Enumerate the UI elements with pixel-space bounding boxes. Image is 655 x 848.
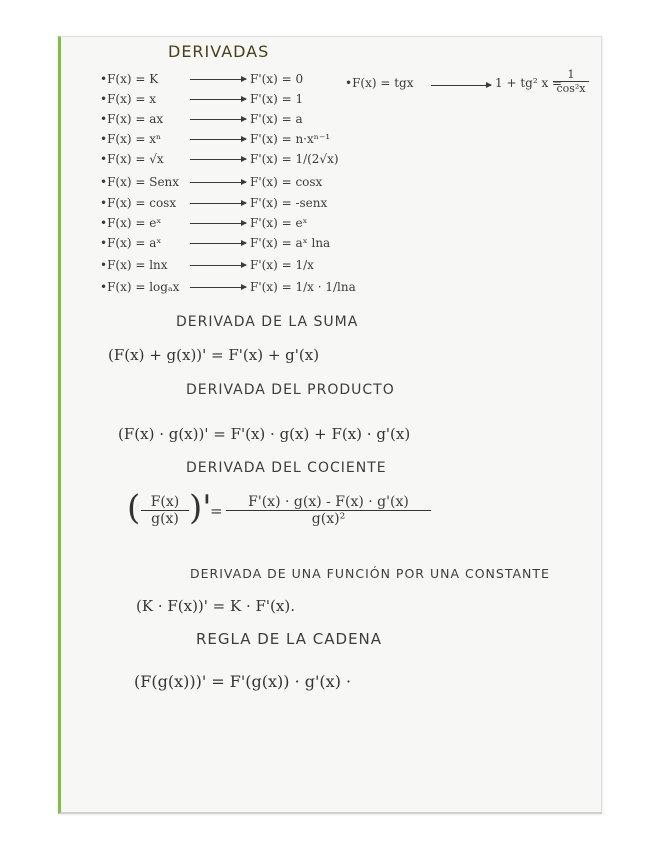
side-rule-fraction	[553, 68, 589, 95]
heading-constante: DERIVADA DE UNA FUNCIÓN POR UNA CONSTANTE	[190, 566, 550, 581]
arrow-icon	[190, 287, 246, 288]
rule-function: •F(x) = cosx	[100, 196, 177, 210]
rule-derivative: F'(x) = 1/x · 1/lna	[250, 280, 356, 294]
rule-derivative: F'(x) = n·xⁿ⁻¹	[250, 132, 331, 146]
rule-derivative: F'(x) = cosx	[250, 175, 323, 189]
rule-function: •F(x) = ax	[100, 112, 164, 126]
rule-derivative: F'(x) = 1/x	[250, 258, 314, 272]
rule-derivative: F'(x) = -senx	[250, 196, 328, 210]
rule-function: •F(x) = √x	[100, 152, 164, 166]
side-rule-rhs: 1 + tg² x =	[495, 76, 563, 90]
arrow-icon	[190, 159, 246, 160]
rule-function: •F(x) = x	[100, 92, 156, 106]
rule-derivative: F'(x) = 0	[250, 72, 304, 86]
arrow-icon	[190, 182, 246, 183]
heading-producto: DERIVADA DEL PRODUCTO	[186, 382, 395, 398]
rule-function: •F(x) = K	[100, 72, 159, 86]
fraction-denominator: cos²x	[556, 82, 586, 95]
arrow-icon	[431, 85, 491, 86]
arrow-icon	[190, 79, 246, 80]
arrow-icon	[190, 243, 246, 244]
side-rule-lhs: •F(x) = tgx	[345, 76, 414, 90]
formula-producto: (F(x) · g(x))' = F'(x) · g(x) + F(x) · g'(x)	[118, 425, 411, 443]
arrow-icon	[190, 203, 246, 204]
formula-cadena: (F(g(x)))' = F'(g(x)) · g'(x) ·	[134, 672, 352, 691]
arrow-icon	[190, 119, 246, 120]
heading-suma: DERIVADA DE LA SUMA	[176, 314, 359, 330]
cociente-lhs-fraction	[141, 494, 189, 527]
page-title: DERIVADAS	[168, 40, 268, 64]
rule-function: •F(x) = Senx	[100, 175, 180, 189]
cociente-rhs-denominator: g(x)²	[311, 511, 346, 527]
rule-derivative: F'(x) = aˣ lna	[250, 236, 331, 250]
fraction-numerator: 1	[553, 68, 589, 82]
cociente-rhs-numerator: F'(x) · g(x) - F(x) · g'(x)	[226, 494, 431, 511]
rule-derivative: F'(x) = 1/(2√x)	[250, 152, 339, 166]
formula-constante: (K · F(x))' = K · F'(x).	[136, 597, 295, 615]
cociente-lhs-numerator: F(x)	[141, 494, 189, 511]
rule-function: •F(x) = xⁿ	[100, 132, 162, 146]
rule-derivative: F'(x) = eˣ	[250, 216, 308, 230]
cociente-lhs-denominator: g(x)	[151, 511, 179, 527]
open-paren-icon: (	[127, 488, 141, 528]
arrow-icon	[190, 139, 246, 140]
rule-function: •F(x) = eˣ	[100, 216, 162, 230]
arrow-icon	[190, 99, 246, 100]
rule-function: •F(x) = logₐx	[100, 280, 180, 294]
cociente-rhs-fraction	[226, 494, 431, 527]
formula-suma: (F(x) + g(x))' = F'(x) + g'(x)	[108, 346, 320, 364]
close-paren-icon: )'	[189, 488, 212, 528]
rule-function: •F(x) = lnx	[100, 258, 168, 272]
heading-cociente: DERIVADA DEL COCIENTE	[186, 460, 387, 476]
rule-derivative: F'(x) = a	[250, 112, 303, 126]
arrow-icon	[190, 223, 246, 224]
rule-function: •F(x) = aˣ	[100, 236, 162, 250]
cociente-equals: =	[210, 502, 223, 520]
rule-derivative: F'(x) = 1	[250, 92, 304, 106]
arrow-icon	[190, 265, 246, 266]
heading-cadena: REGLA DE LA CADENA	[196, 630, 383, 648]
